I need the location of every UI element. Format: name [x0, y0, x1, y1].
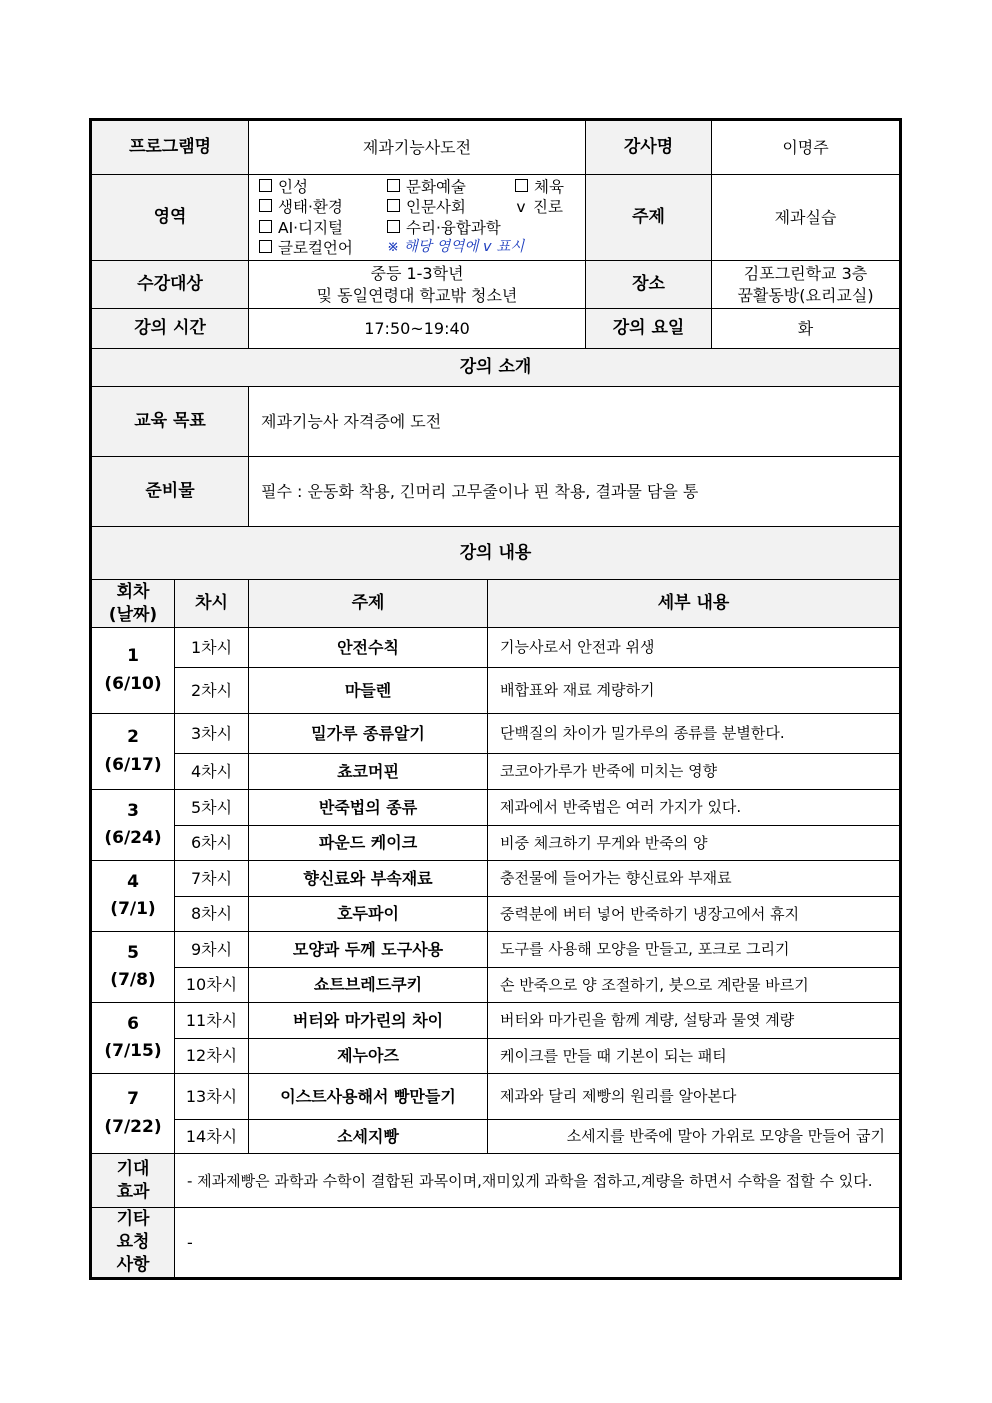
table-row — [92, 1003, 900, 1039]
detail-cell: 버터와 마가린을 함께 계량, 설탕과 물엿 계량 — [488, 1003, 900, 1039]
area-option[interactable]: 인성 — [259, 177, 387, 197]
table-row — [92, 628, 900, 668]
area-option[interactable]: 글로컬언어 — [259, 238, 387, 258]
period-cell: 11차시 — [175, 1003, 249, 1039]
topic-cell: 향신료와 부속재료 — [249, 861, 488, 897]
area-option[interactable]: 체육 — [515, 177, 564, 197]
area-row — [259, 218, 581, 238]
topic-cell: 호두파이 — [249, 897, 488, 932]
area-note: ※ 해당 영역에 v 표시 — [387, 238, 525, 255]
detail-cell: 코코아가루가 반죽에 미치는 영향 — [488, 754, 900, 790]
area-option[interactable]: AI·디지털 — [259, 218, 387, 238]
other-label: 기타 요청 사항 — [92, 1208, 175, 1278]
session-cell: 7 (7/22) — [92, 1074, 175, 1154]
area-row — [259, 238, 581, 258]
detail-cell: 제과와 달리 제빵의 원리를 알아본다 — [488, 1074, 900, 1120]
time-label: 강의 시간 — [92, 309, 249, 349]
table-row — [92, 861, 900, 897]
table-row — [92, 790, 900, 826]
target-label: 수강대상 — [92, 261, 249, 309]
checkbox-icon[interactable] — [259, 240, 272, 253]
day-value: 화 — [712, 309, 900, 349]
content-section-title: 강의 내용 — [92, 527, 900, 580]
table-row — [92, 826, 900, 861]
topic-cell: 마들렌 — [249, 668, 488, 714]
materials-label: 준비물 — [92, 457, 249, 527]
goal-label: 교육 목표 — [92, 387, 249, 457]
other-value: - — [175, 1208, 900, 1278]
area-option[interactable]: 인문사회 — [387, 197, 515, 217]
period-cell: 5차시 — [175, 790, 249, 826]
checkbox-icon[interactable] — [387, 179, 400, 192]
table-row — [92, 1074, 900, 1120]
effect-label: 기대 효과 — [92, 1154, 175, 1208]
period-cell: 14차시 — [175, 1120, 249, 1154]
area-option[interactable]: 생태·환경 — [259, 197, 387, 217]
col-detail-header: 세부 내용 — [488, 580, 900, 628]
period-cell: 9차시 — [175, 932, 249, 968]
detail-cell: 제과에서 반죽법은 여러 가지가 있다. — [488, 790, 900, 826]
table-row — [92, 754, 900, 790]
topic-cell: 소세지빵 — [249, 1120, 488, 1154]
area-option[interactable]: 문화예술 — [387, 177, 515, 197]
col-topic-header: 주제 — [249, 580, 488, 628]
table-row — [92, 968, 900, 1003]
session-cell: 2 (6/17) — [92, 714, 175, 790]
topic-cell: 버터와 마가린의 차이 — [249, 1003, 488, 1039]
session-cell: 3 (6/24) — [92, 790, 175, 861]
area-checklist — [249, 175, 586, 261]
period-cell: 12차시 — [175, 1039, 249, 1074]
area-row — [259, 197, 581, 217]
checkbox-icon[interactable] — [259, 199, 272, 212]
program-name-label: 프로그램명 — [92, 121, 249, 175]
subject-label: 주제 — [586, 175, 712, 261]
topic-cell: 쇼트브레드쿠키 — [249, 968, 488, 1003]
session-cell: 4 (7/1) — [92, 861, 175, 932]
detail-cell: 단백질의 차이가 밀가루의 종류를 분별한다. — [488, 714, 900, 754]
topic-cell: 제누아즈 — [249, 1039, 488, 1074]
checkbox-icon[interactable] — [259, 179, 272, 192]
period-cell: 2차시 — [175, 668, 249, 714]
session-cell: 1 (6/10) — [92, 628, 175, 714]
topic-cell: 파운드 케이크 — [249, 826, 488, 861]
area-row — [259, 177, 581, 197]
target-value: 중등 1-3학년 및 동일연령대 학교밖 청소년 — [249, 261, 586, 309]
topic-cell: 모양과 두께 도구사용 — [249, 932, 488, 968]
checkbox-icon[interactable] — [515, 179, 528, 192]
topic-cell: 이스트사용해서 빵만들기 — [249, 1074, 488, 1120]
detail-cell: 소세지를 반죽에 말아 가위로 모양을 만들어 굽기 — [488, 1120, 900, 1154]
detail-cell: 손 반죽으로 양 조절하기, 붓으로 계란물 바르기 — [488, 968, 900, 1003]
table-row — [92, 1039, 900, 1074]
place-value: 김포그린학교 3층 꿈활동방(요리교실) — [712, 261, 900, 309]
session-cell: 6 (7/15) — [92, 1003, 175, 1074]
check-mark-icon[interactable]: v — [516, 198, 526, 217]
time-value: 17:50~19:40 — [249, 309, 586, 349]
lecture-plan-table — [91, 120, 900, 1278]
table-row — [92, 1120, 900, 1154]
session-cell: 5 (7/8) — [92, 932, 175, 1003]
period-cell: 3차시 — [175, 714, 249, 754]
detail-cell: 도구를 사용해 모양을 만들고, 포크로 그리기 — [488, 932, 900, 968]
topic-cell: 안전수칙 — [249, 628, 488, 668]
detail-cell: 충전물에 들어가는 향신료와 부재료 — [488, 861, 900, 897]
subject-value: 제과실습 — [712, 175, 900, 261]
area-option[interactable]: 수리·융합과학 — [387, 218, 501, 238]
table-row — [92, 714, 900, 754]
materials-value: 필수 : 운동화 착용, 긴머리 고무줄이나 핀 착용, 결과물 담을 통 — [249, 457, 900, 527]
table-row — [92, 668, 900, 714]
day-label: 강의 요일 — [586, 309, 712, 349]
period-cell: 6차시 — [175, 826, 249, 861]
table-row — [92, 932, 900, 968]
period-cell: 13차시 — [175, 1074, 249, 1120]
detail-cell: 중력분에 버터 넣어 반죽하기 냉장고에서 휴지 — [488, 897, 900, 932]
col-period-header: 차시 — [175, 580, 249, 628]
goal-value: 제과기능사 자격증에 도전 — [249, 387, 900, 457]
place-label: 장소 — [586, 261, 712, 309]
area-label: 영역 — [92, 175, 249, 261]
topic-cell: 반죽법의 종류 — [249, 790, 488, 826]
detail-cell: 비중 체크하기 무게와 반죽의 양 — [488, 826, 900, 861]
checkbox-icon[interactable] — [259, 220, 272, 233]
checkbox-icon[interactable] — [387, 199, 400, 212]
area-option-checked[interactable]: v 진로 — [516, 198, 563, 217]
program-name-value: 제과기능사도전 — [249, 121, 586, 175]
table-row — [92, 897, 900, 932]
period-cell: 4차시 — [175, 754, 249, 790]
detail-cell: 기능사로서 안전과 위생 — [488, 628, 900, 668]
instructor-value: 이명주 — [712, 121, 900, 175]
period-cell: 10차시 — [175, 968, 249, 1003]
period-cell: 1차시 — [175, 628, 249, 668]
period-cell: 7차시 — [175, 861, 249, 897]
checkbox-icon[interactable] — [387, 220, 400, 233]
topic-cell: 쵸코머핀 — [249, 754, 488, 790]
instructor-label: 강사명 — [586, 121, 712, 175]
col-session-header: 회차 (날짜) — [92, 580, 175, 628]
topic-cell: 밀가루 종류알기 — [249, 714, 488, 754]
period-cell: 8차시 — [175, 897, 249, 932]
detail-cell: 케이크를 만들 때 기본이 되는 패티 — [488, 1039, 900, 1074]
intro-section-title: 강의 소개 — [92, 349, 900, 387]
detail-cell: 배합표와 재료 계량하기 — [488, 668, 900, 714]
effect-value: - 제과제빵은 과학과 수학이 결합된 과목이며,재미있게 과학을 접하고,계량을 하면서 수학을 접할 수 있다. — [175, 1154, 900, 1208]
